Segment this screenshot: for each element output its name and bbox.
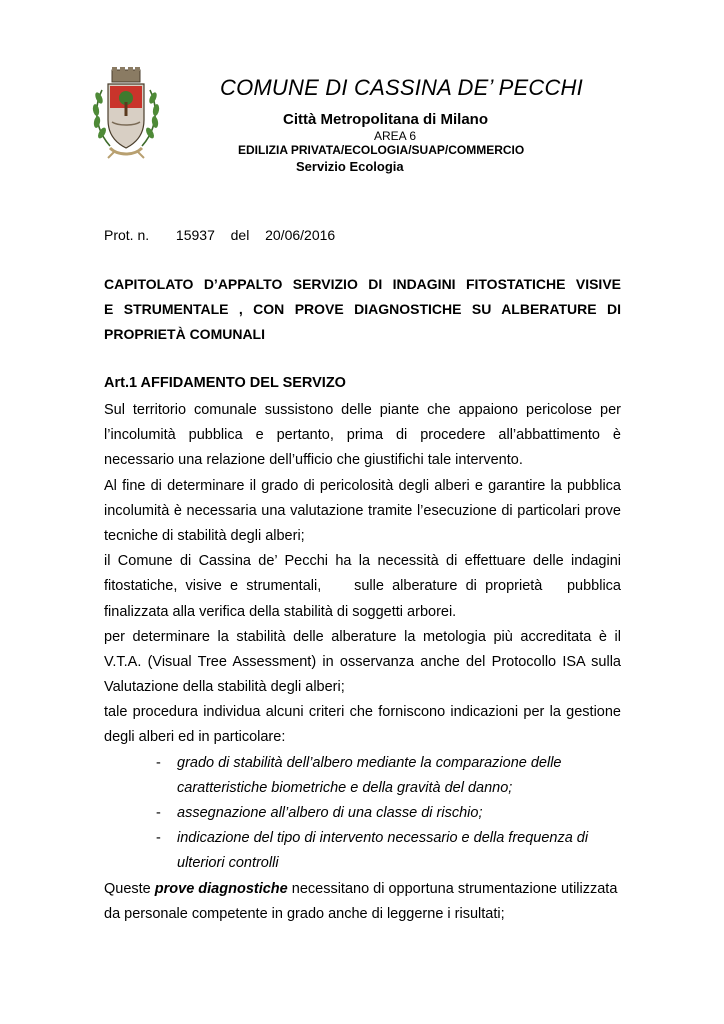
protocol-number: 15937 bbox=[175, 227, 215, 243]
body-line: l’incolumità pubblica e pertanto, prima di procedere all’abbattimento è bbox=[104, 427, 621, 444]
protocol-label: Prot. n. bbox=[104, 227, 150, 243]
bullet-item bbox=[104, 751, 621, 776]
body-line: finalizzata alla verifica della stabilità di soggetti arborei. bbox=[104, 603, 457, 620]
bullet-continuation: ulteriori controlli bbox=[177, 855, 279, 872]
body-line: degli alberi ed in particolare: bbox=[104, 729, 286, 746]
department-sectors: EDILIZIA PRIVATA/ECOLOGIA/SUAP/COMMERCIO bbox=[238, 143, 525, 157]
bullet-item bbox=[104, 826, 621, 851]
title-line-2: E STRUMENTALE , CON PROVE DIAGNOSTICHE SU ALBERATURE DI bbox=[104, 301, 621, 317]
body-line: Sul territorio comunale sussistono delle piante che appaiono pericolose per bbox=[104, 402, 621, 418]
body-line: V.T.A. (Visual Tree Assessment) in osservanza anche del Protocollo ISA sulla bbox=[104, 653, 621, 670]
closing-pre: Queste bbox=[104, 880, 155, 897]
closing-line bbox=[104, 877, 621, 902]
body-line: necessario una relazione dell’ufficio che giustifichi tale intervento. bbox=[104, 452, 523, 469]
bullet-dash: - bbox=[156, 754, 161, 771]
bullet-dash: - bbox=[156, 805, 161, 821]
closing-line-2: da personale competente in grado anche di leggerne i risultati; bbox=[104, 905, 505, 922]
body-line: incolumità è necessaria una valutazione tramite l’esecuzione di particolari prove bbox=[104, 502, 621, 519]
article-heading: Art.1 AFFIDAMENTO DEL SERVIZO bbox=[104, 375, 346, 391]
body-line: fitostatiche, visive e strumentali, sulle alberature di proprietà pubblica bbox=[104, 578, 621, 595]
bullet-text: grado di stabilità dell’albero mediante la comparazione delle bbox=[177, 754, 562, 771]
closing-post: necessitano di opportuna strumentazione utilizzata bbox=[287, 880, 618, 897]
bullet-item bbox=[104, 801, 621, 826]
body-line: il Comune di Cassina de’ Pecchi ha la necessità di effettuare delle indagini bbox=[104, 553, 621, 570]
closing-emphasis: prove diagnostiche bbox=[154, 880, 288, 897]
protocol-line bbox=[104, 227, 335, 243]
area-label: AREA 6 bbox=[374, 129, 417, 143]
body-line: Valutazione della stabilità degli alberi; bbox=[104, 679, 345, 696]
title-line-3: PROPRIETÀ COMUNALI bbox=[104, 326, 265, 342]
title-line-1: CAPITOLATO D’APPALTO SERVIZIO DI INDAGINI FITOSTATICHE VISIVE bbox=[104, 276, 621, 292]
protocol-del: del bbox=[230, 227, 250, 243]
bullet-dash: - bbox=[156, 830, 161, 847]
body-line: tale procedura individua alcuni criteri che forniscono indicazioni per la gestione bbox=[104, 704, 621, 721]
body-line: Al fine di determinare il grado di pericolosità degli alberi e garantire la pubblica bbox=[104, 477, 621, 494]
body-line: tecniche di stabilità degli alberi; bbox=[104, 527, 305, 544]
bullet-text: assegnazione all’albero di una classe di rischio; bbox=[177, 805, 483, 821]
document-title bbox=[104, 272, 621, 347]
service-name: Servizio Ecologia bbox=[296, 159, 404, 174]
article-body bbox=[104, 398, 621, 927]
bullet-continuation: caratteristiche biometriche e della gravità del danno; bbox=[177, 779, 513, 796]
protocol-date: 20/06/2016 bbox=[265, 227, 336, 243]
municipal-crest-logo bbox=[88, 66, 164, 162]
metropolitan-city: Città Metropolitana di Milano bbox=[283, 111, 488, 128]
municipality-name: COMUNE DI CASSINA DE’ PECCHI bbox=[220, 75, 583, 100]
bullet-text: indicazione del tipo di intervento necessario e della frequenza di bbox=[177, 830, 589, 847]
body-line: per determinare la stabilità delle alberature la metologia più accreditata è il bbox=[104, 628, 621, 645]
